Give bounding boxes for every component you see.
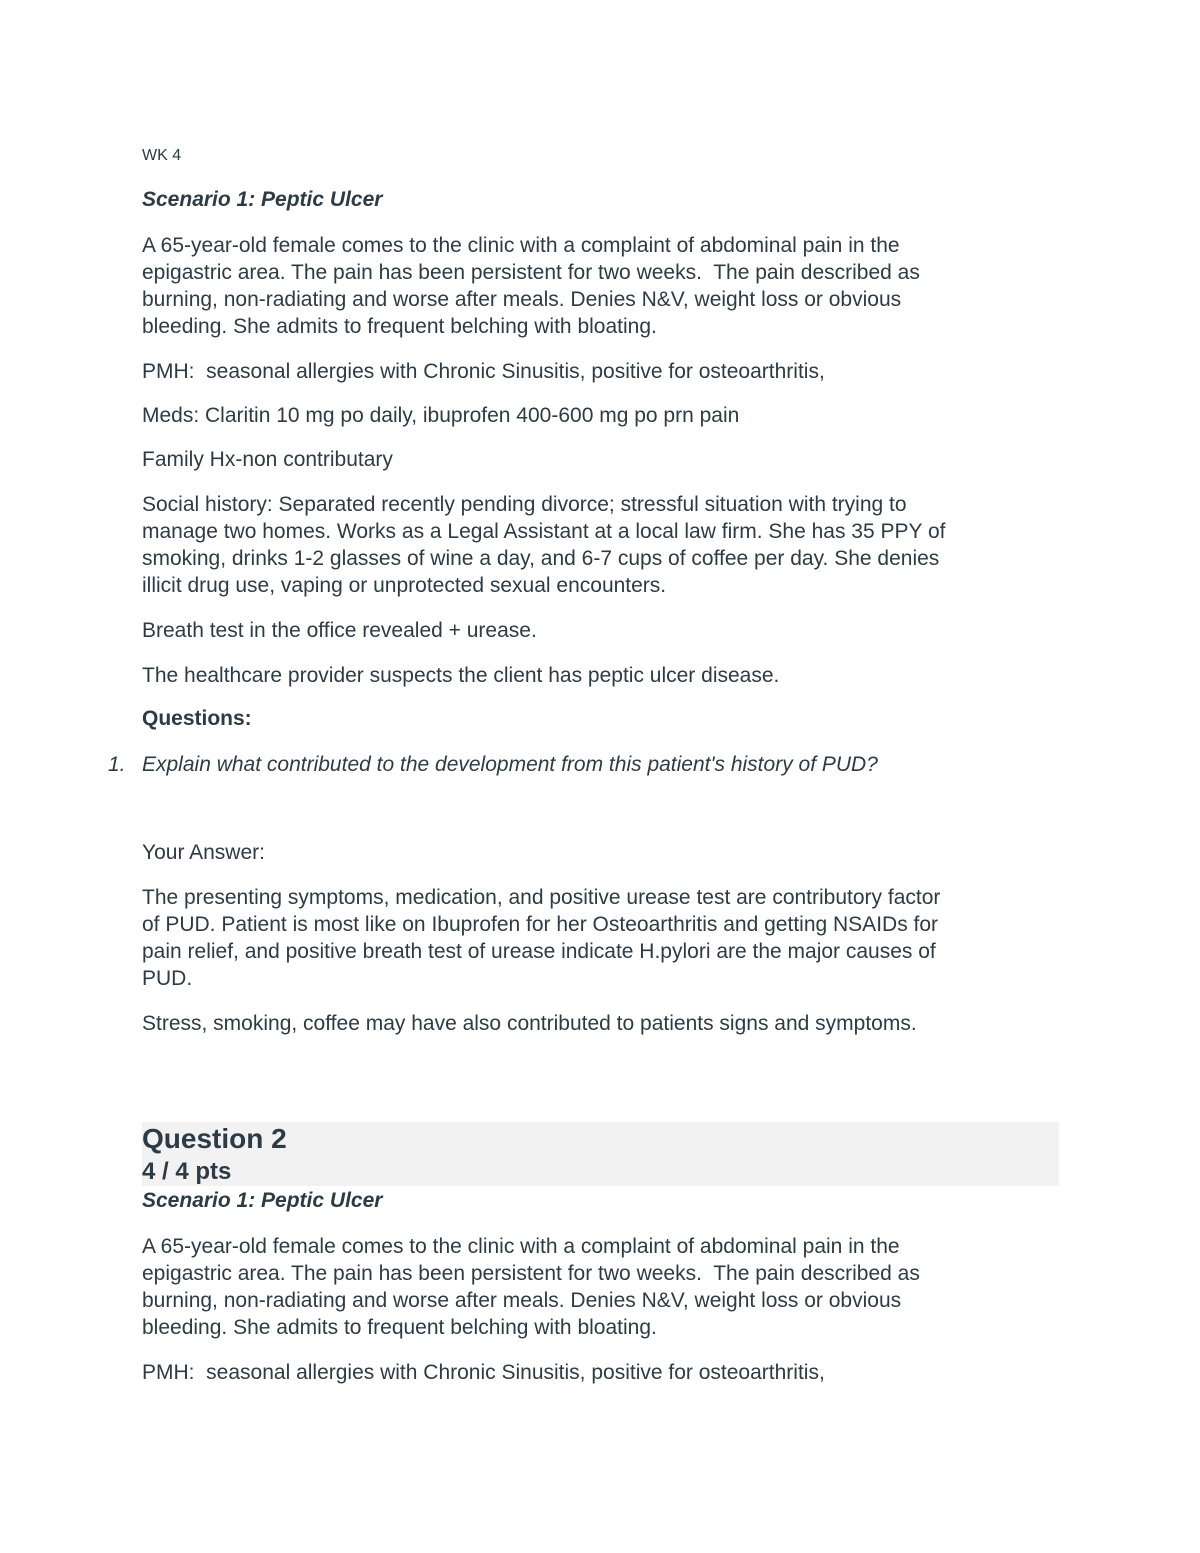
medications: Meds: Claritin 10 mg po daily, ibuprofen 400-600 mg po prn pain [142, 404, 740, 427]
questions-heading: Questions: [142, 707, 252, 730]
scenario-title: Scenario 1: Peptic Ulcer [142, 188, 383, 211]
question-2-scenario-title: Scenario 1: Peptic Ulcer [142, 1189, 383, 1212]
past-medical-history: PMH: seasonal allergies with Chronic Sinusitis, positive for osteoarthritis, [142, 360, 825, 383]
question-1 [108, 751, 1068, 778]
question-2-past-medical-history: PMH: seasonal allergies with Chronic Sinusitis, positive for osteoarthritis, [142, 1361, 825, 1384]
answer-paragraph-1: The presenting symptoms, medication, and positive urease test are contributory factor of PUD. Patient is most like on Ibuprofen for her Osteoarthritis and getting NSAIDs for pain relief, and positive breath test of urease indicate H.pylori are the major causes of PUD. [142, 886, 941, 990]
week-label: WK 4 [142, 147, 182, 164]
question-2-case-description: A 65-year-old female comes to the clinic with a complaint of abdominal pain in the epigastric area. The pain has been persistent for two weeks. The pain described as burning, non-radiating and worse after meals. Denies N&V, weight loss or obvious bleeding. She admits to frequent belching with bloating. [142, 1235, 920, 1339]
question-1-text: Explain what contributed to the development from this patient's history of PUD? [142, 753, 878, 776]
your-answer-label: Your Answer: [142, 841, 265, 864]
question-2-title: Question 2 [142, 1123, 287, 1154]
answer-paragraph-2: Stress, smoking, coffee may have also contributed to patients signs and symptoms. [142, 1012, 917, 1035]
family-history: Family Hx-non contributary [142, 448, 393, 471]
provider-suspicion: The healthcare provider suspects the client has peptic ulcer disease. [142, 664, 780, 687]
case-description: A 65-year-old female comes to the clinic with a complaint of abdominal pain in the epigastric area. The pain has been persistent for two weeks. The pain described as burning, non-radiating and worse after meals. Denies N&V, weight loss or obvious bleeding. She admits to frequent belching with bloating. [142, 234, 920, 338]
question-1-number: 1. [108, 753, 126, 776]
question-2-points: 4 / 4 pts [142, 1158, 232, 1185]
breath-test-result: Breath test in the office revealed + urease. [142, 619, 537, 642]
social-history: Social history: Separated recently pending divorce; stressful situation with trying to manage two homes. Works as a Legal Assistant at a local law firm. She has 35 PPY of smoking, drinks 1-2 glasses of wine a day, and 6-7 cups of coffee per day. She denies illicit drug use, vaping or unprotected sexual encounters. [142, 493, 946, 597]
